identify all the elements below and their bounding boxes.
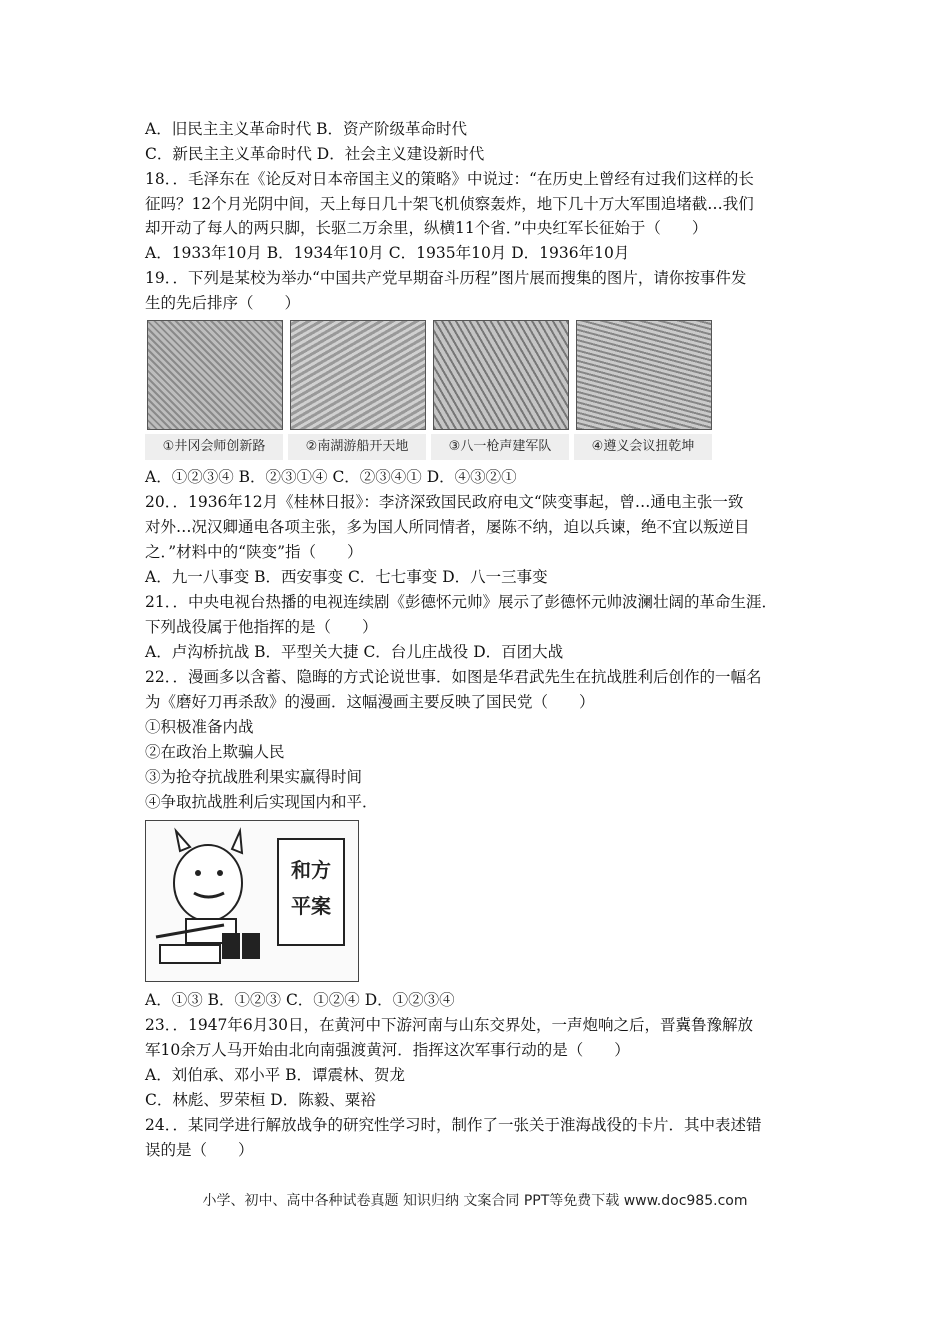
question-18: 18．．毛泽东在《论反对日本帝国主义的策略》中说过：“在历史上曾经有过我们这样的长 (145, 170, 754, 188)
text-line: ④争取抗战胜利后实现国内和平． (145, 793, 378, 811)
text-line: A．1933年10月 B．1934年10月 C．1935年10月 D．1936年10月 (145, 244, 630, 262)
text-line: 误的是（ ） (145, 1141, 254, 1159)
photo-strip (145, 318, 713, 461)
text-line: ③为抢夺抗战胜利果实赢得时间 (145, 768, 363, 786)
text-line: 之．”材料中的“陕变”指（ ） (145, 543, 363, 561)
text-line: A．刘伯承、邓小平 B．谭震林、贺龙 (145, 1066, 406, 1084)
text-line: ②在政治上欺骗人民 (145, 743, 285, 761)
text-line: C．新民主主义革命时代 D．社会主义建设新时代 (145, 145, 485, 163)
cartoon-image (145, 820, 359, 982)
text-line: C．林彪、罗荣桓 D．陈毅、粟裕 (145, 1091, 376, 1109)
photo-image (147, 320, 283, 430)
text-line: 征吗？12个月光阴中间，天上每日几十架飞机侦察轰炸，地下几十万大军围追堵截…我们 (145, 195, 754, 213)
question-22: 22．．漫画多以含蓄、隐晦的方式论说世事．如图是华君武先生在抗战胜利后创作的一幅名 (145, 668, 762, 686)
photo-caption: ③八一枪声建军队 (431, 434, 569, 460)
question-20: 20．．1936年12月《桂林日报》：李济深致国民政府电文“陕变事起，曾…通电主张一致 (145, 493, 744, 511)
text-line: A．卢沟桥抗战 B．平型关大捷 C．台儿庄战役 D．百团大战 (145, 643, 564, 661)
sign-text-2: 平案 (291, 894, 331, 918)
text-line: A．旧民主主义革命时代 B．资产阶级革命时代 (145, 120, 468, 138)
question-19: 19．．下列是某校为举办“中国共产党早期奋斗历程”图片展而搜集的图片，请你按事件发 (145, 269, 747, 287)
question-21: 21．．中央电视台热播的电视连续剧《彭德怀元帅》展示了彭德怀元帅波澜壮阔的革命生涯． (145, 593, 777, 611)
text-line: 生的先后排序（ ） (145, 294, 301, 312)
photo-image (433, 320, 569, 430)
footer: 小学、初中、高中各种试卷真题 知识归纳 文案合同 PPT等免费下载 www.doc985.com (202, 1193, 748, 1209)
text-line: A．①②③④ B．②③①④ C．②③④① D．④③②① (145, 468, 517, 486)
text-line: 军10余万人马开始由北向南强渡黄河．指挥这次军事行动的是（ ） (145, 1041, 630, 1059)
photo-caption: ④遵义会议扭乾坤 (574, 434, 712, 460)
text-line: ①积极准备内战 (145, 718, 254, 736)
sign-text-1: 和方 (291, 858, 331, 882)
photo-caption: ②南湖游船开天地 (288, 434, 426, 460)
text-line: 下列战役属于他指挥的是（ ） (145, 618, 378, 636)
text-line: A．①③ B．①②③ C．①②④ D．①②③④ (145, 991, 455, 1009)
photo-3 (431, 318, 569, 461)
text-line: 为《磨好刀再杀敌》的漫画．这幅漫画主要反映了国民党（ ） (145, 693, 595, 711)
question-24: 24．．某同学进行解放战争的研究性学习时，制作了一张关于淮海战役的卡片．其中表述错 (145, 1116, 762, 1134)
text-line: A．九一八事变 B．西安事变 C．七七事变 D．八一三事变 (145, 568, 548, 586)
photo-4 (574, 318, 712, 461)
photo-1 (145, 318, 283, 461)
question-23: 23．．1947年6月30日，在黄河中下游河南与山东交界处，一声炮响之后，晋冀鲁豫解放 (145, 1016, 754, 1034)
photo-2 (288, 318, 426, 461)
photo-image (290, 320, 426, 430)
photo-caption: ①井冈会师创新路 (145, 434, 283, 460)
text-line: 对外…况汉卿通电各项主张，多为国人所同情者，屡陈不纳，迫以兵谏，绝不宜以叛逆目 (145, 518, 750, 536)
cartoon-drawing (146, 821, 358, 981)
text-line: 却开动了每人的两只脚，长驱二万余里，纵横11个省．”中央红军长征始于（ ） (145, 219, 708, 237)
photo-image (576, 320, 712, 430)
